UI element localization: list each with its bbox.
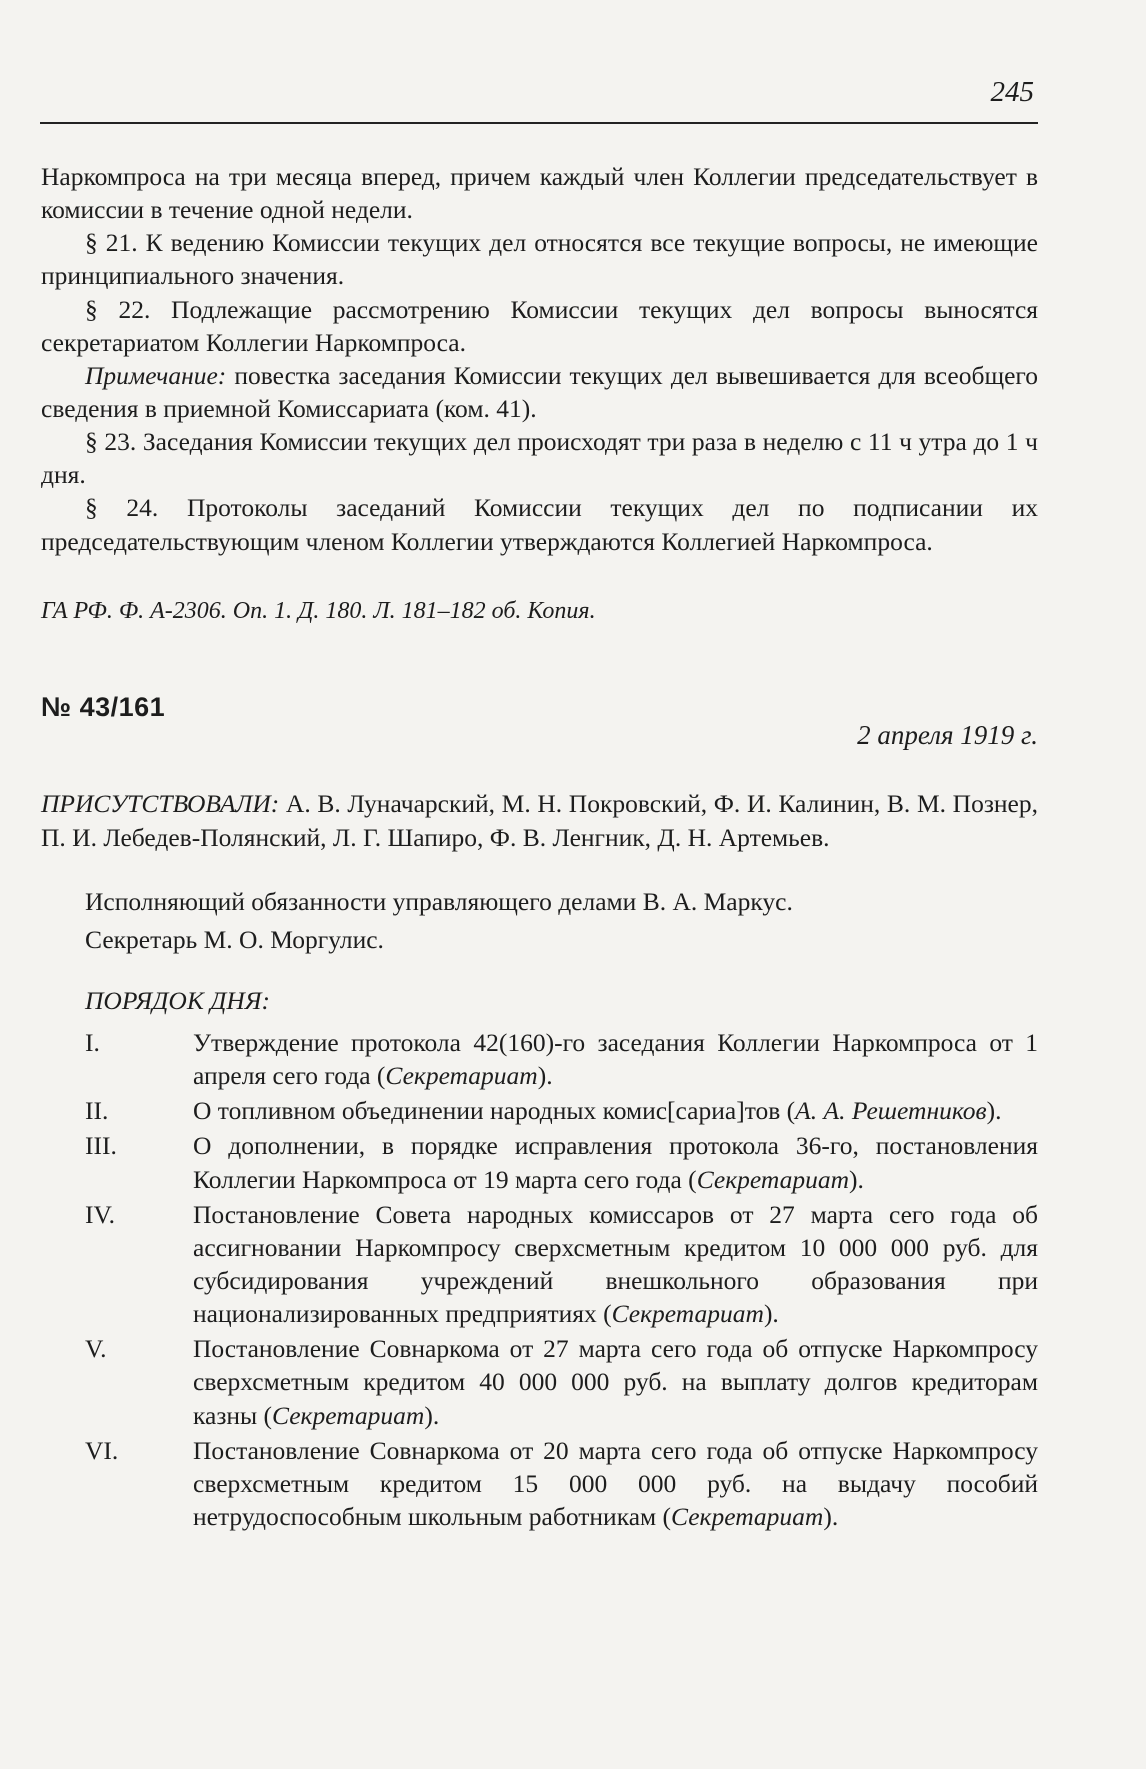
agenda-item [85, 1332, 1038, 1431]
archive-source: ГА РФ. Ф. А-2306. Оп. 1. Д. 180. Л. 181–182 об. Копия. [41, 598, 596, 624]
attendees-label: ПРИСУТСТВОВАЛИ: [41, 789, 280, 818]
agenda-item-text: О дополнении, в порядке исправления протокола 36-го, постановления Коллегии Наркомпроса от 19 марта сего года (Секретариат). [193, 1131, 1038, 1194]
attendees-names: А. В. Луначарский, М. Н. Покровский, Ф. И. Калинин, В. М. Познер, П. И. Лебедев-Полянский, Л. Г. Шапиро, Ф. В. Ленгник, Д. Н. Артемьев. [41, 789, 1038, 852]
paragraph-21: § 21. К ведению Комиссии текущих дел относятся все текущие вопросы, не имеющие принципиального значения. [41, 228, 1038, 291]
agenda-item-text: Постановление Совнаркома от 20 марта сего года об отпуске Наркомпросу сверхсметным кредитом 15 000 000 руб. на выдачу пособий нетрудоспособным школьным работникам (Секретариат). [193, 1435, 1038, 1531]
paragraph: Наркомпроса на три месяца вперед, причем каждый член Коллегии председательствует в комиссии в течение одной недели. [41, 162, 1038, 225]
document-number: № 43/161 [41, 692, 166, 722]
agenda-item [85, 1026, 1038, 1092]
agenda-item [85, 1129, 1038, 1195]
acting-manager-line: Исполняющий обязанности управляющего делами В. А. Маркус. [85, 887, 793, 916]
agenda-item-number: III. [85, 1131, 117, 1161]
agenda-title: ПОРЯДОК ДНЯ: [85, 986, 271, 1015]
agenda-item-text: Постановление Совнаркома от 27 марта сего года об отпуске Наркомпросу сверхсметным кредитом 40 000 000 руб. на выплату долгов кредиторам казны (Секретариат). [193, 1334, 1038, 1430]
agenda-item-number: VI. [85, 1435, 119, 1465]
paragraph-22: § 22. Подлежащие рассмотрению Комиссии текущих дел вопросы выносятся секретариатом Коллегии Наркомпроса. [41, 294, 1038, 357]
agenda-item-text: О топливном объединении народных комис[сариа]тов (А. А. Решетников). [193, 1096, 1002, 1126]
secretary-line: Секретарь М. О. Моргулис. [85, 925, 384, 954]
paragraph-23: § 23. Заседания Комиссии текущих дел происходят три раза в неделю с 11 ч утра до 1 ч дня. [41, 427, 1038, 490]
agenda-item-text: Постановление Совета народных комиссаров от 27 марта сего года об ассигновании Наркомпросу сверхсметным кредитом 10 000 000 руб. для субсидирования учреждений внешкольного образования при национализированных предприятиях (Секретариат). [193, 1199, 1038, 1329]
body-text [41, 160, 1038, 558]
agenda-item-text: Утверждение протокола 42(160)-го заседания Коллегии Наркомпроса от 1 апреля сего года (Секретариат). [193, 1028, 1038, 1091]
note-paragraph: Примечание: повестка заседания Комиссии текущих дел вывешивается для всеобщего сведения в приемной Комиссариата (ком. 41). [41, 360, 1038, 423]
running-head [40, 68, 1038, 124]
agenda-list [85, 1026, 1038, 1535]
agenda-item-number: II. [85, 1096, 109, 1126]
header-rule [40, 122, 1038, 124]
agenda-item [85, 1094, 1038, 1127]
agenda-item [85, 1434, 1038, 1533]
agenda-item-number: V. [85, 1334, 107, 1364]
document-date: 2 апреля 1919 г. [857, 720, 1038, 750]
page-number: 245 [990, 76, 1034, 108]
paragraph-24: § 24. Протоколы заседаний Комиссии текущих дел по подписании их председательствующим членом Коллегии утверждаются Коллегией Наркомпроса. [41, 493, 1038, 556]
note-label: Примечание: [85, 360, 227, 390]
agenda-item-number: I. [85, 1028, 100, 1057]
agenda-item-number: IV. [85, 1199, 115, 1229]
agenda-item [85, 1198, 1038, 1331]
attendees [41, 787, 1038, 854]
